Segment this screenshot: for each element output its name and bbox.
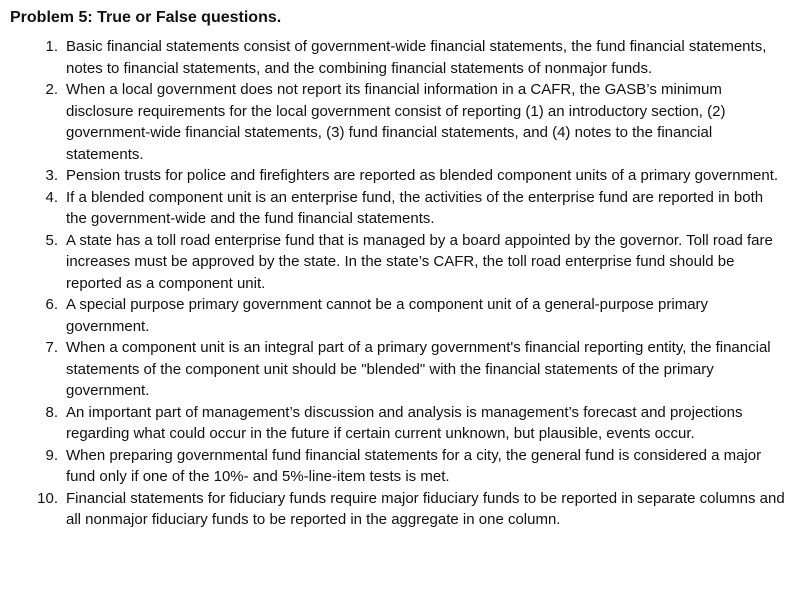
question-number: 6.	[45, 296, 58, 313]
question-number: 7.	[45, 339, 58, 356]
question-number: 8.	[45, 403, 58, 421]
question-item-1	[10, 36, 786, 79]
question-text: An important part of management’s discussion and analysis is management’s forecast and projections regarding what could occur in the future if certain current unknown, but plausible, events occur.	[66, 403, 743, 442]
question-text: If a blended component unit is an enterprise fund, the activities of the enterprise fund are reported in both the government-wide and the fund financial statements.	[66, 188, 764, 227]
question-item-4	[10, 187, 786, 230]
question-item-7	[10, 337, 786, 402]
question-text: When preparing governmental fund financial statements for a city, the general fund is considered a major fund only if one of the 10%- and 5%-line-item tests is met.	[66, 446, 762, 485]
question-item-8	[10, 402, 786, 445]
problem-title: Problem 5: True or False questions.	[10, 9, 282, 26]
question-text: Basic financial statements consist of government-wide financial statements, the fund financial statements, notes to financial statements, and the combining financial statements of nonmajor funds.	[66, 38, 767, 77]
question-number: 5.	[45, 231, 58, 249]
question-text: When a component unit is an integral part of a primary government's financial reporting entity, the financial statements of the component unit should be "blended" with the financial statements of the primary government.	[66, 339, 771, 399]
question-number: 2.	[45, 81, 58, 98]
question-text: Financial statements for fiduciary funds require major fiduciary funds to be reported in separate columns and all nonmajor fiduciary funds to be reported in the aggregate in one column.	[66, 489, 785, 528]
question-item-2	[10, 79, 786, 165]
question-number: 9.	[45, 446, 58, 464]
question-item-3	[10, 165, 786, 187]
question-item-10	[10, 488, 786, 531]
question-number: 4.	[45, 188, 58, 206]
question-item-6	[10, 294, 786, 337]
question-item-9	[10, 445, 786, 488]
question-list	[10, 36, 786, 531]
question-text: When a local government does not report its financial information in a CAFR, the GASB’s minimum disclosure requirements for the local government consist of reporting (1) an introductory section, (2) government-wide financial statements, (3) fund financial statements, and (4) notes to the financial statements.	[66, 81, 726, 163]
question-text: A state has a toll road enterprise fund that is managed by a board appointed by the governor. Toll road fare increases must be approved by the state. In the state’s CAFR, the toll road enterprise fund should be reported as a component unit.	[66, 231, 773, 292]
question-number: 3.	[45, 167, 58, 184]
question-number: 10.	[37, 489, 58, 507]
question-text: A special purpose primary government cannot be a component unit of a general-purpose primary government.	[66, 296, 709, 335]
question-item-5	[10, 230, 786, 295]
question-text: Pension trusts for police and firefighters are reported as blended component units of a primary government.	[66, 167, 779, 184]
question-number: 1.	[45, 38, 58, 55]
